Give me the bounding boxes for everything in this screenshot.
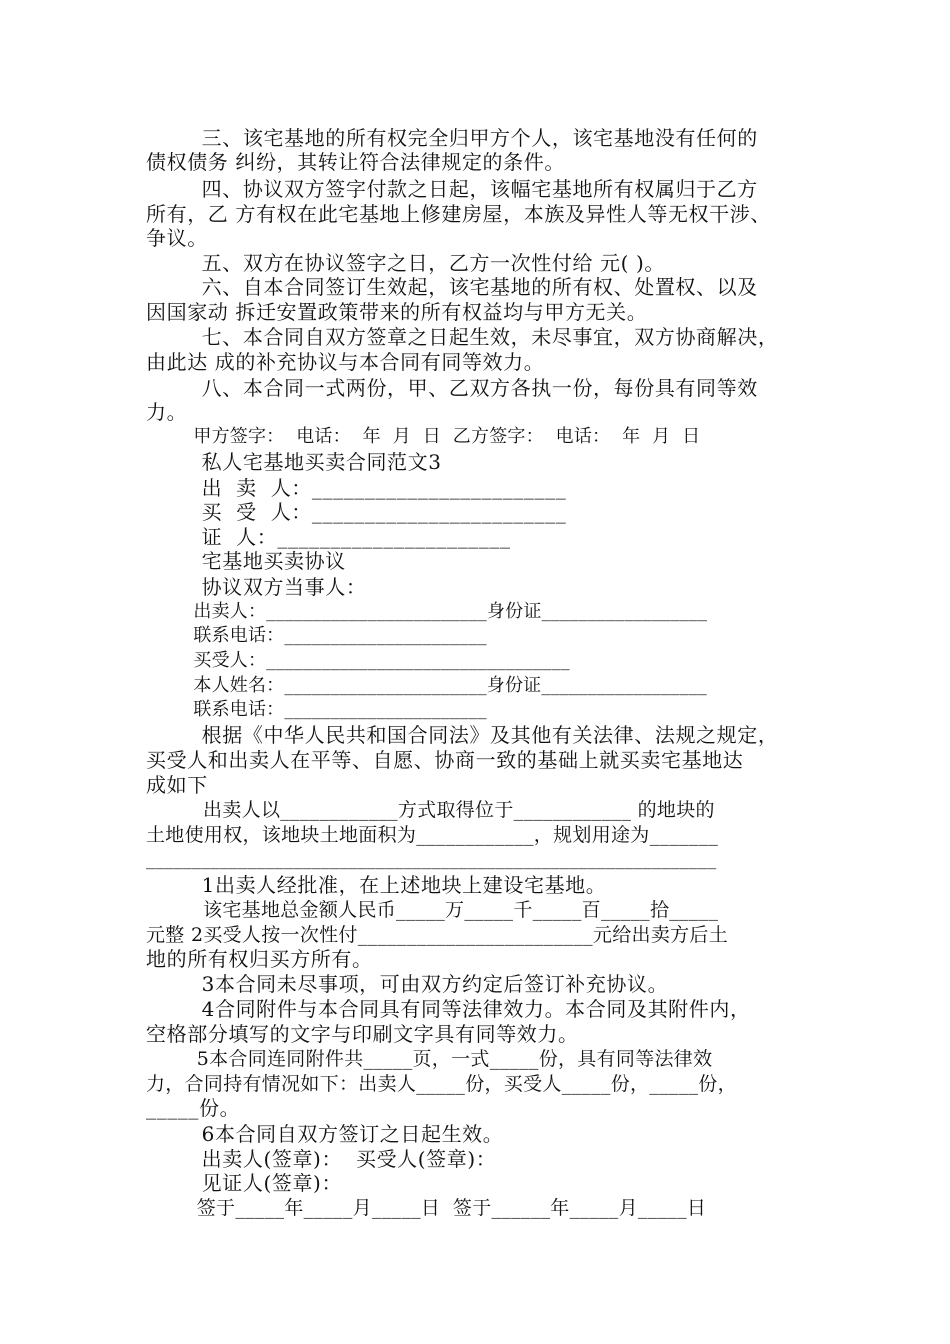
signature-line: 甲方签字： 电话： 年 月 日 乙方签字： 电话： 年 月 日 bbox=[146, 426, 701, 447]
text-line: 6本合同自双方签订之日起生效。 bbox=[146, 1122, 504, 1146]
section-title: 私人宅基地买卖合同范文3 bbox=[146, 450, 442, 474]
text-line: 协议双方当事人： bbox=[146, 575, 367, 599]
form-line: 本人姓名：______________________身份证__________________ bbox=[146, 675, 707, 696]
form-line: 证 人：______________________ bbox=[146, 525, 511, 549]
text-line: 3本合同未尽事项，可由双方约定后签订补充协议。 bbox=[146, 972, 669, 996]
blank-line: ______________________________________________________________ bbox=[146, 849, 717, 870]
text-line: 因国家动 拆迁安置政策带来的所有权益均与甲方无关。 bbox=[146, 300, 648, 324]
text-line: _____份。 bbox=[146, 1096, 241, 1120]
text-line: 债权债务 纠纷，其转让符合法律规定的条件。 bbox=[146, 150, 565, 174]
text-line: 由此达 成的补充协议与本合同有同等效力。 bbox=[146, 350, 545, 374]
signature-line: 出卖人(签章)： 买受人(签章)： bbox=[146, 1147, 497, 1171]
text-line: 4合同附件与本合同具有同等法律效力。本合同及其附件内， bbox=[146, 997, 751, 1021]
text-line: 争议。 bbox=[146, 226, 208, 250]
text-line: 空格部分填写的文字与印刷文字具有同等效力。 bbox=[146, 1022, 579, 1046]
text-line: 根据《中华人民共和国合同法》及其他有关法律、法规之规定， bbox=[146, 723, 779, 747]
signature-line: 见证人(签章)： bbox=[146, 1171, 343, 1195]
text-line: 力。 bbox=[146, 400, 188, 424]
text-line: 地的所有权归买方所有。 bbox=[146, 947, 373, 971]
form-line: 买受人：_________________________________ bbox=[146, 650, 570, 671]
text-line: 三、该宅基地的所有权完全归甲方个人，该宅基地没有任何的 bbox=[146, 126, 758, 150]
form-line: 出 卖 人：________________________ bbox=[146, 476, 567, 500]
text-line: 土地使用权，该地块土地面积为____________，规划用途为_______ bbox=[146, 824, 719, 846]
text-line: 出卖人以____________方式取得位于____________ 的地块的 bbox=[146, 799, 715, 821]
text-line: 六、自本合同签订生效起，该宅基地的所有权、处置权、以及 bbox=[146, 275, 758, 299]
date-line: 签于_____年_____月_____日 签于______年_____月_____日 bbox=[146, 1197, 707, 1219]
text-line: 元整 2买受人按一次性付________________________元给出卖方后土 bbox=[146, 924, 729, 946]
form-line: 出卖人：________________________身份证__________________ bbox=[146, 601, 708, 622]
text-line: 力，合同持有情况如下：出卖人_____份，买受人_____份，_____份， bbox=[146, 1073, 737, 1095]
form-line: 买 受 人：________________________ bbox=[146, 500, 567, 524]
text-line: 成如下 bbox=[146, 773, 208, 797]
text-line: 该宅基地总金额人民币_____万_____千_____百_____拾_____ bbox=[146, 899, 719, 921]
form-line: 联系电话：______________________ bbox=[146, 699, 487, 720]
form-line: 联系电话：______________________ bbox=[146, 625, 487, 646]
text-line: 七、本合同自双方签章之日起生效，未尽事宜，双方协商解决， bbox=[146, 325, 779, 349]
text-line: 5本合同连同附件共_____页，一式_____份，具有同等法律效 bbox=[146, 1048, 713, 1070]
text-line: 八、本合同一式两份，甲、乙双方各执一份，每份具有同等效 bbox=[146, 376, 758, 400]
agreement-title: 宅基地买卖协议 bbox=[146, 549, 346, 573]
text-line: 所有，乙 方有权在此宅基地上修建房屋，本族及异性人等无权干涉、 bbox=[146, 202, 771, 226]
text-line: 1出卖人经批准，在上述地块上建设宅基地。 bbox=[146, 873, 607, 897]
text-line: 买受人和出卖人在平等、自愿、协商一致的基础上就买卖宅基地达 bbox=[146, 748, 744, 772]
text-line: 四、协议双方签字付款之日起，该幅宅基地所有权属归于乙方 bbox=[146, 177, 758, 201]
text-line: 五、双方在协议签字之日，乙方一次性付给 元( )。 bbox=[146, 251, 665, 275]
